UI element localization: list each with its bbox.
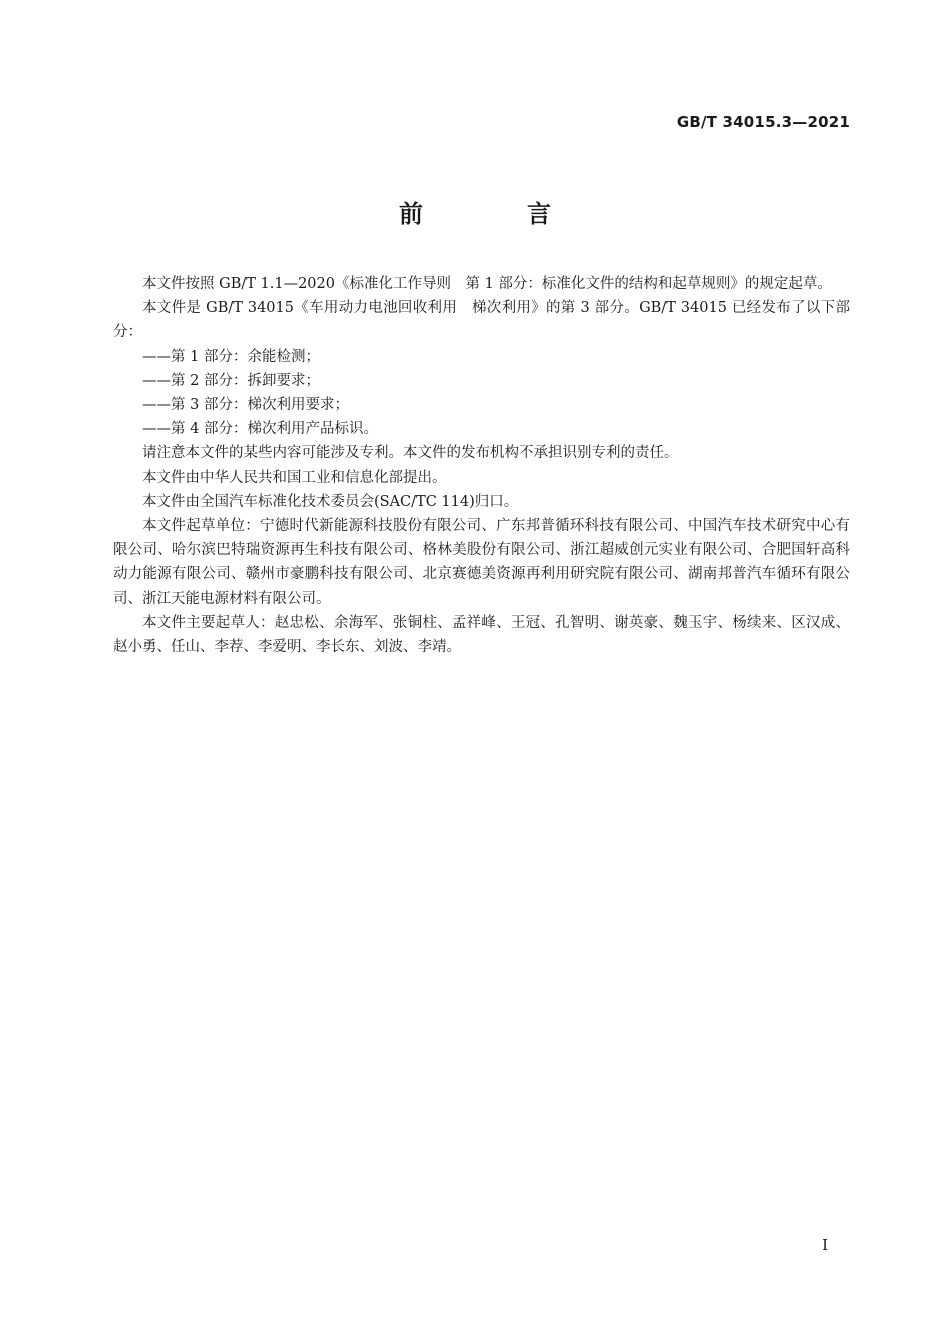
paragraph-drafting-units: 本文件起草单位：宁德时代新能源科技股份有限公司、广东邦普循环科技有限公司、中国汽车技术研究中心有限公司、哈尔滨巴特瑞资源再生科技有限公司、格林美股份有限公司、浙江超威创元实业有限公司、合肥国轩高科动力能源有限公司、赣州市豪鹏科技有限公司、北京赛德美资源再利用研究院有限公司、湖南邦普汽车循环有限公司、浙江天能电源材料有限公司。 xyxy=(113,518,850,607)
paragraph-proposer: 本文件由中华人民共和国工业和信息化部提出。 xyxy=(142,469,447,486)
page-title: 前 言 xyxy=(399,200,591,228)
list-item-part-2: ——第 2 部分：拆卸要求； xyxy=(142,372,320,389)
paragraph-patent-notice: 请注意本文件的某些内容可能涉及专利。本文件的发布机构不承担识别专利的责任。 xyxy=(142,445,679,462)
list-item-part-3: ——第 3 部分：梯次利用要求； xyxy=(142,397,349,414)
paragraph-drafting-rules: 本文件按照 GB/T 1.1—2020《标准化工作导则 第 1 部分：标准化文件的结构和起草规则》的规定起草。 xyxy=(142,276,832,292)
paragraph-parts-intro: 本文件是 GB/T 34015《车用动力电池回收利用 梯次利用》的第 3 部分。GB/T 34015 已经发布了以下部分： xyxy=(113,300,850,341)
list-item-part-1: ——第 1 部分：余能检测； xyxy=(142,348,320,365)
standard-number: GB/T 34015.3—2021 xyxy=(676,113,850,131)
page-number: I xyxy=(822,1236,828,1254)
list-item-part-4: ——第 4 部分：梯次利用产品标识。 xyxy=(142,421,378,438)
paragraph-committee: 本文件由全国汽车标准化技术委员会(SAC/TC 114)归口。 xyxy=(142,493,519,510)
paragraph-drafters: 本文件主要起草人：赵忠松、余海军、张铜柱、孟祥峰、王冠、孔智明、谢英豪、魏玉宇、杨续来、区汉成、赵小勇、任山、李荐、李爱明、李长东、刘波、李靖。 xyxy=(113,614,850,656)
document-body xyxy=(113,272,850,659)
